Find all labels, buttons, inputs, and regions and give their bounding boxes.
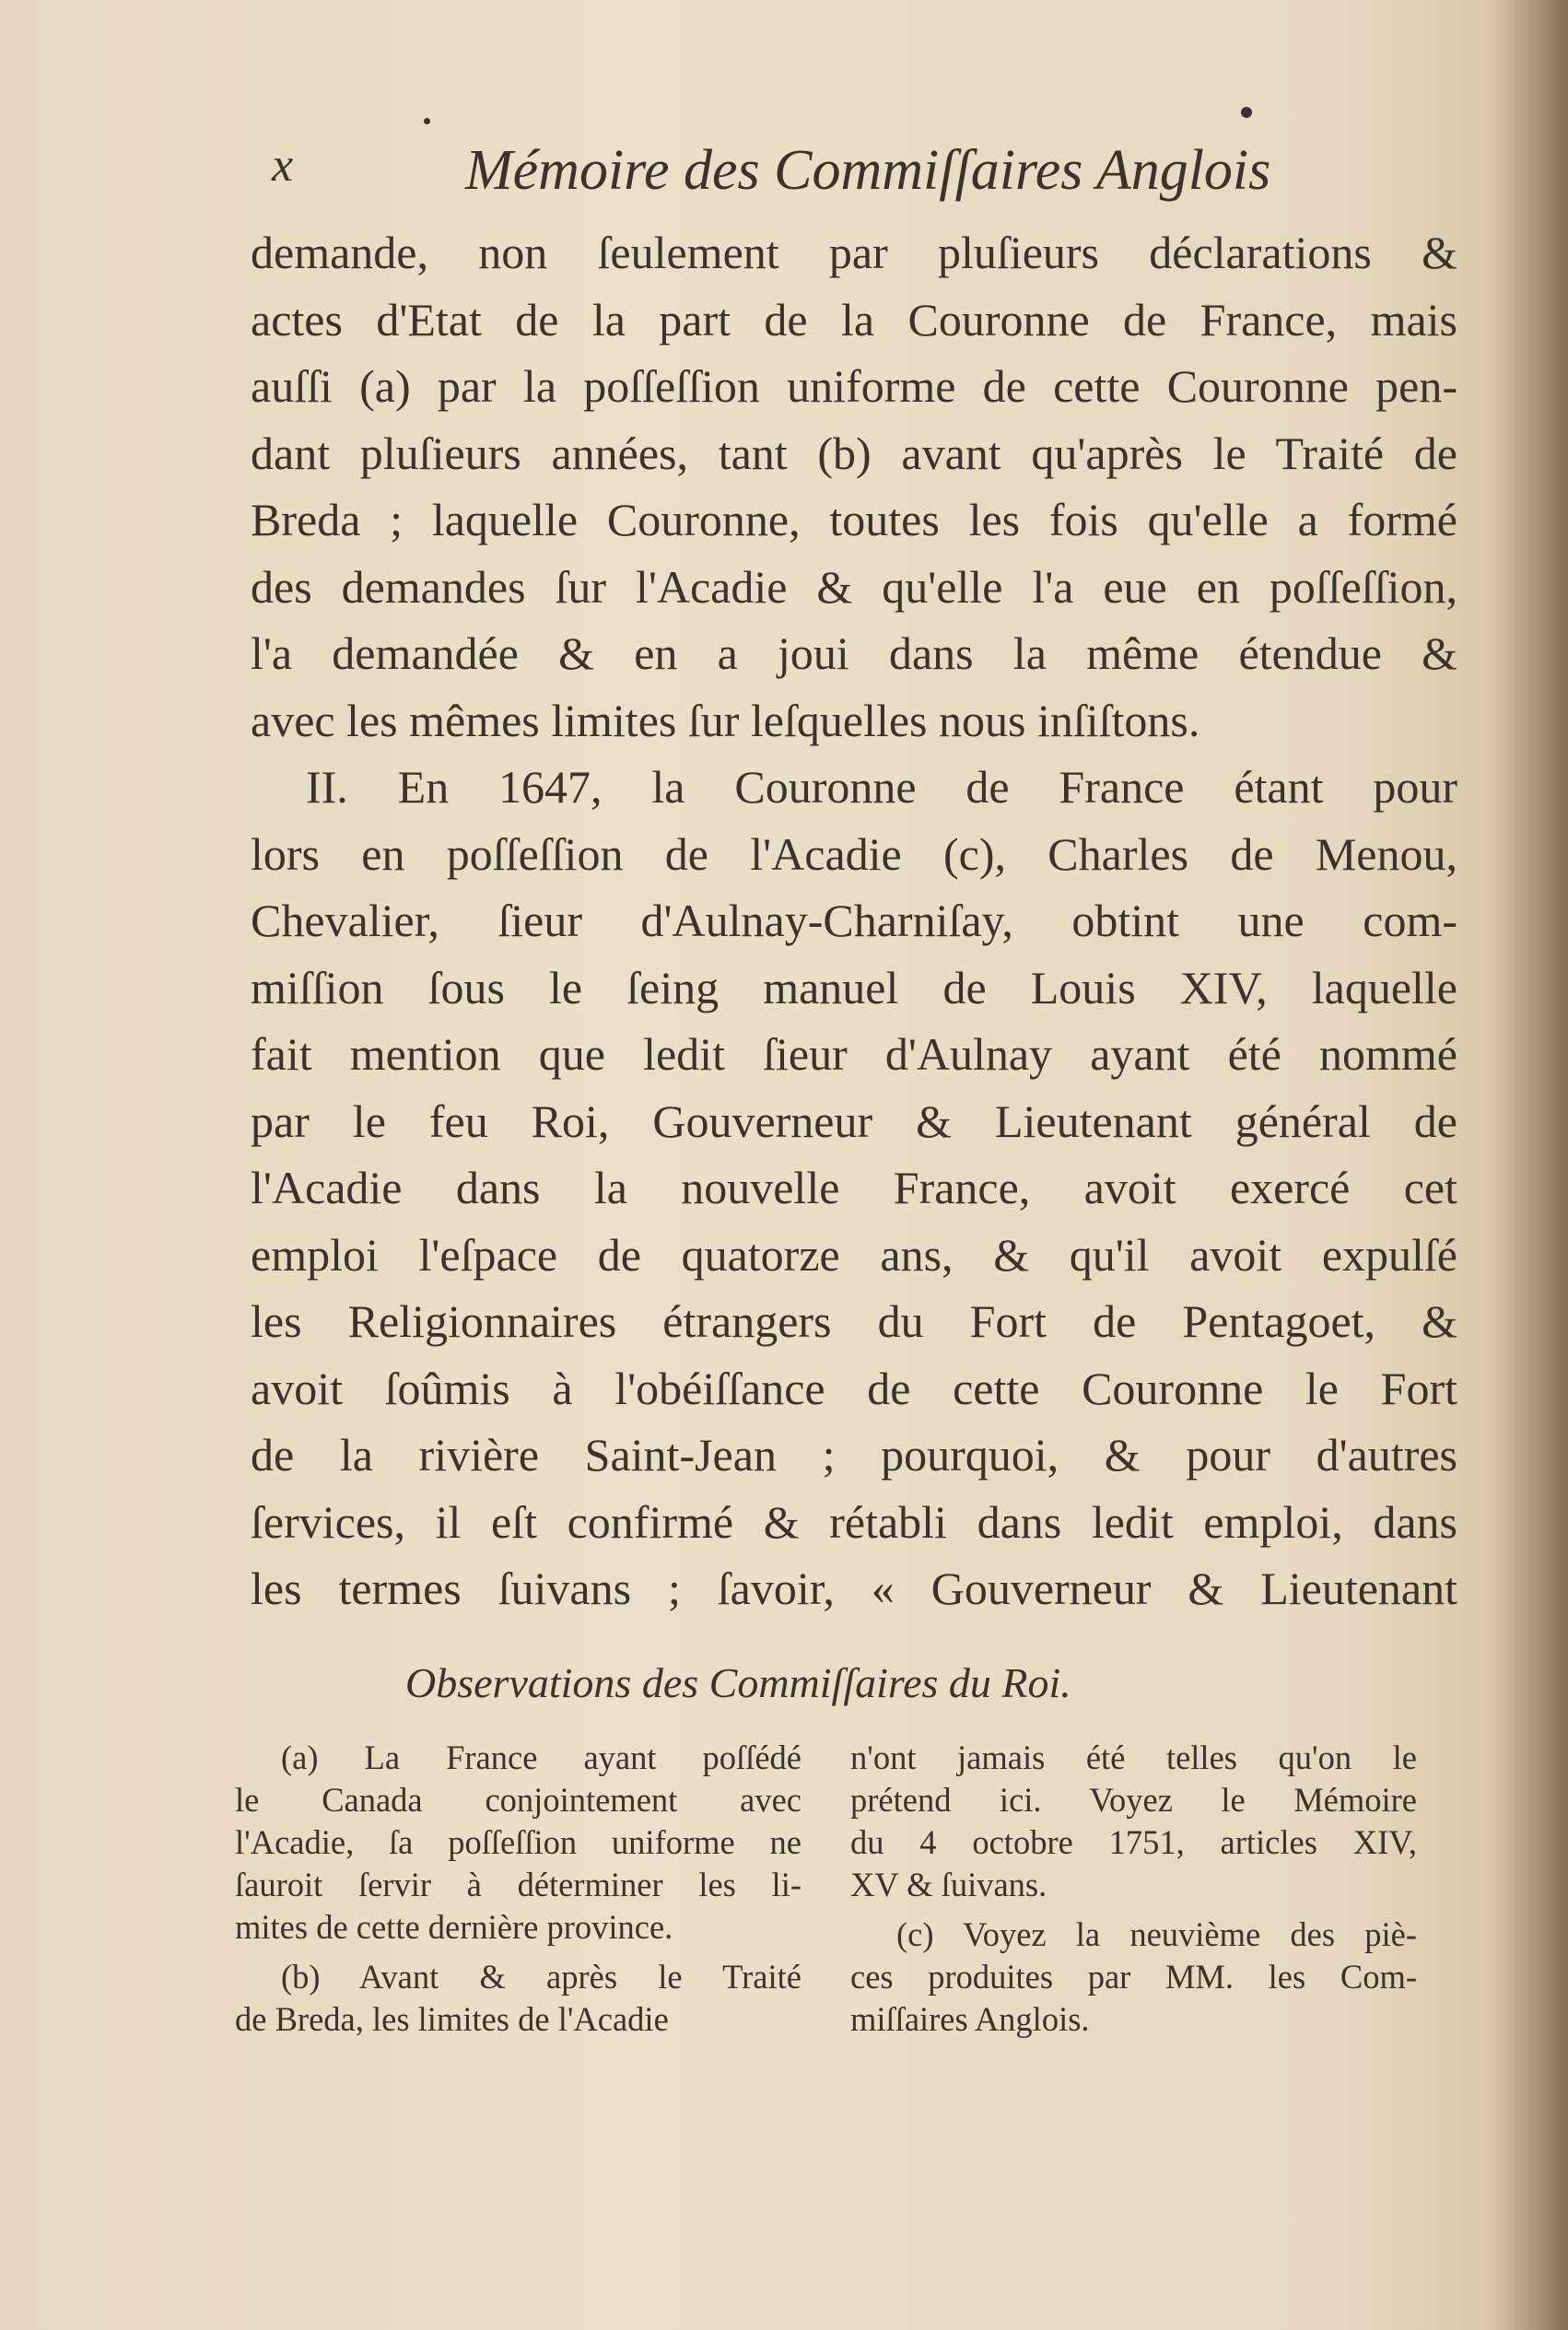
footnote-line: miſſaires Anglois.: [850, 2000, 1090, 2038]
text-line: demande, non ſeulement par pluſieurs déclarations &: [251, 227, 1457, 278]
footnote-line: (a) La France ayant poſſédé: [281, 1739, 802, 1776]
text-line: Breda ; laquelle Couronne, toutes les fois qu'elle a formé: [251, 494, 1457, 545]
footnote-line: n'ont jamais été telles qu'on le: [850, 1739, 1417, 1776]
footnote-line: du 4 octobre 1751, articles XIV,: [850, 1823, 1417, 1861]
footnote-line: de Breda, les limites de l'Acadie: [235, 2000, 669, 2038]
footnote-line: le Canada conjointement avec: [235, 1781, 802, 1819]
ink-speck: [1241, 107, 1252, 118]
text-line: avoit ſoûmis à l'obéiſſance de cette Couronne le Fort: [251, 1362, 1457, 1414]
main-text: [251, 219, 1457, 1622]
binding-shadow: [1485, 0, 1568, 2330]
text-line: II. En 1647, la Couronne de France étant pour: [306, 761, 1457, 813]
footnote-line: ces produites par MM. les Com-: [850, 1958, 1417, 1996]
text-line: dant pluſieurs années, tant (b) avant qu'après le Traité de: [251, 427, 1457, 479]
text-line: des demandes ſur l'Acadie & qu'elle l'a eue en poſſeſſion,: [251, 560, 1457, 613]
footnote-line: l'Acadie, ſa poſſeſſion uniforme ne: [235, 1823, 802, 1861]
text-line: les Religionnaires étrangers du Fort de Pentagoet, &: [251, 1295, 1457, 1347]
text-line: actes d'Etat de la part de la Couronne de France, mais: [251, 293, 1457, 345]
ink-speck: [424, 118, 430, 124]
text-line: lors en poſſeſſion de l'Acadie (c), Charles de Menou,: [251, 827, 1457, 880]
footnotes-left-column: [235, 1737, 802, 2048]
text-line: ſervices, il eſt confirmé & rétabli dans ledit emploi, dans: [251, 1495, 1457, 1548]
footnote-line: (b) Avant & après le Traité: [281, 1958, 802, 1996]
footnote: [850, 1914, 1417, 2041]
running-title: Mémoire des Commiſſaires Anglois: [465, 139, 1271, 202]
footnote-line: prétend ici. Voyez le Mémoire: [850, 1781, 1417, 1819]
text-line: auſſi (a) par la poſſeſſion uniforme de cette Couronne pen-: [251, 360, 1457, 412]
text-line: les termes ſuivans ; ſavoir, « Gouverneur & Lieutenant: [251, 1563, 1457, 1614]
footnote-line: (c) Voyez la neuvième des piè-: [896, 1915, 1417, 1953]
text-line: miſſion ſous le ſeing manuel de Louis XIV, laquelle: [251, 961, 1457, 1013]
text-line: de la rivière Saint-Jean ; pourquoi, & pour d'autres: [251, 1429, 1457, 1481]
text-line: Chevalier, ſieur d'Aulnay-Charniſay, obtint une com-: [251, 895, 1457, 946]
folio-number: x: [272, 139, 294, 192]
footnote: [235, 1956, 802, 2041]
footnotes-right-column: [850, 1737, 1417, 2048]
text-line: fait mention que ledit ſieur d'Aulnay ayant été nommé: [251, 1028, 1457, 1080]
text-line: l'a demandée & en a joui dans la même étendue &: [251, 627, 1457, 679]
text-line: l'Acadie dans la nouvelle France, avoit exercé cet: [251, 1162, 1457, 1213]
running-head: [272, 138, 1313, 212]
text-line: avec les mêmes limites ſur leſquelles nous inſiſtons.: [251, 694, 1200, 746]
footnote: [850, 1737, 1417, 1906]
footnote-line: XV & ſuivans.: [850, 1866, 1047, 1903]
footnote-line: ſauroit ſervir à déterminer les li-: [235, 1866, 802, 1903]
footnote-line: mites de cette dernière province.: [235, 1908, 673, 1946]
footnote: [235, 1737, 802, 1949]
text-line: par le feu Roi, Gouverneur & Lieutenant général de: [251, 1095, 1457, 1147]
observations-heading: Observations des Commiſſaires du Roi.: [405, 1659, 1071, 1706]
text-line: emploi l'eſpace de quatorze ans, & qu'il avoit expulſé: [251, 1228, 1457, 1281]
